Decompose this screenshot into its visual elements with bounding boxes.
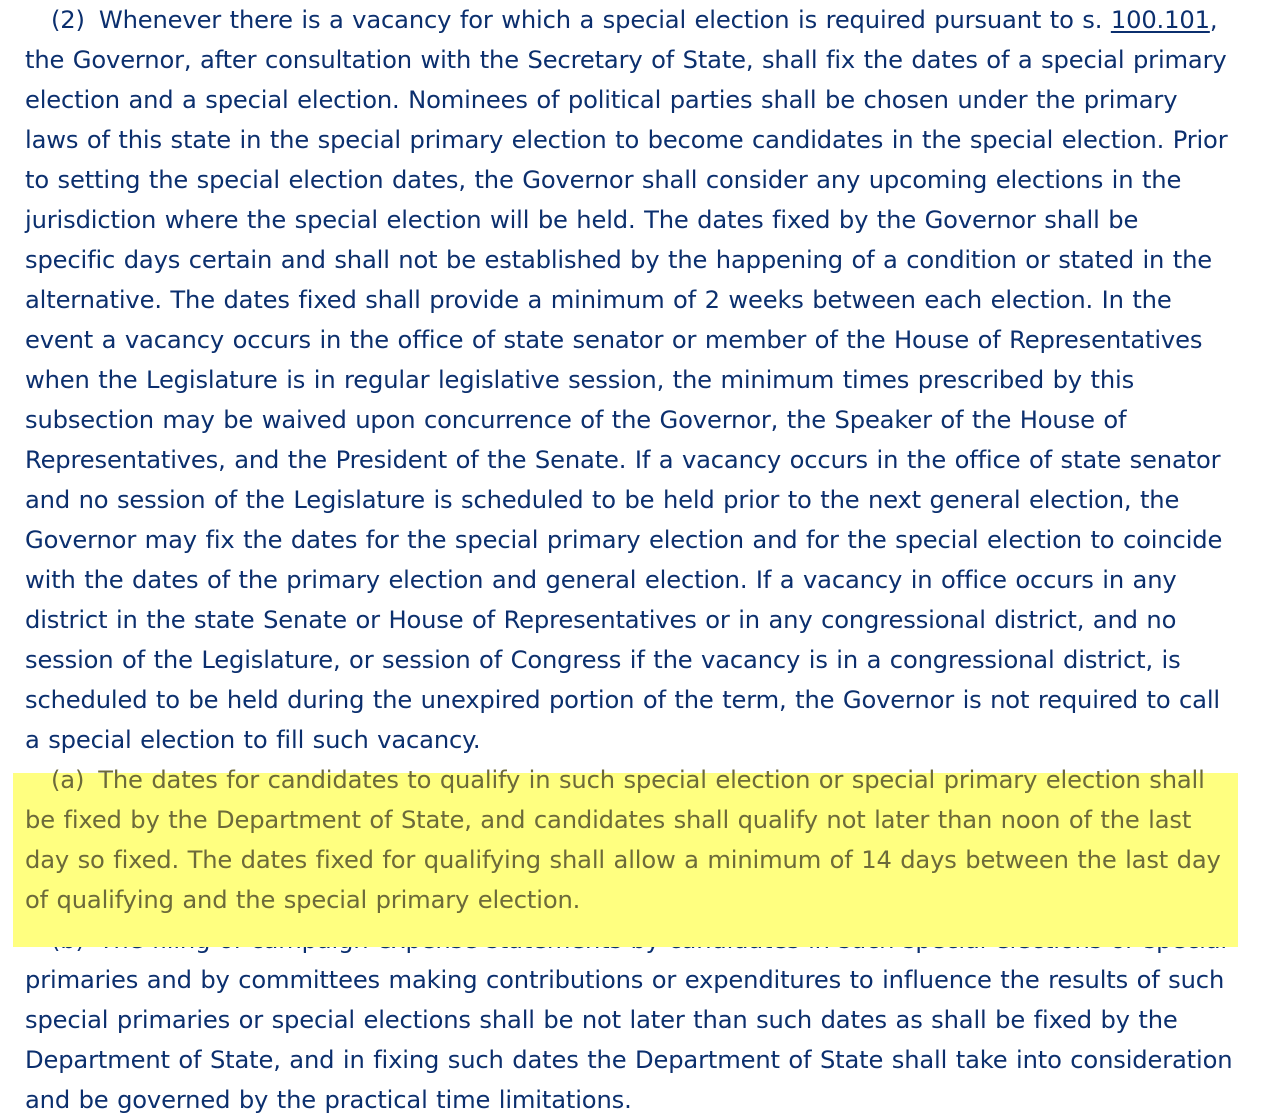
section-2-text-after-ref: , the Governor, after consultation with the Secretary of State, shall fix the dates of a special primary election and a special election. Nominees of political parties shall be chosen under the primary laws of this state in the special primary election to become candidates in the special election. Prior to setting the special election dates, the Governor shall consider any upcoming elections in the jurisdiction where the special election will be held. The dates fixed by the Governor shall be specific days certain and shall not be established by the happening of a condition or stated in the alternative. The dates fixed shall provide a minimum of 2 weeks between each election. In the event a vacancy occurs in the office of state senator or member of the House of Representatives when the Legislature is in regular legislative session, the minimum times prescribed by this subsection may be waived upon concurrence of the Governor, the Speaker of the House of Representatives, and the President of the Senate. If a vacancy occurs in the office of state senator and no session of the Legislature is scheduled to be held prior to the next general election, the Governor may fix the dates for the special primary election and for the special election to coincide with the dates of the primary election and general election. If a vacancy in office occurs in any district in the state Senate or House of Representatives or in any congressional district, and no session of the Legislature, or session of Congress if the vacancy is in a congressional district, is scheduled to be held during the unexpired portion of the term, the Governor is not required to call a special election to fill such vacancy.: [25, 6, 1228, 754]
paragraph-a: [25, 760, 1235, 920]
paragraph-b-text: primaries and by committees making contributions or expenditures to influence the results of such special primaries or special elections shall be not later than such dates as shall be fixed by the Department of State, and in fixing such dates the Department of State shall take into consideration and be governed by the practical time limitations.: [25, 966, 1233, 1114]
paragraph-a-text: The dates for candidates to qualify in such special election or special primary election shall be fixed by the Department of State, and candidates shall qualify not later than noon of the last day so fixed. The dates fixed for qualifying shall allow a minimum of 14 days between the last day of qualifying and the special primary election.: [25, 766, 1221, 914]
highlighted-region: [25, 760, 1235, 920]
statute-document: [25, 0, 1235, 1120]
paragraph-a-number: (a): [51, 766, 85, 794]
section-2-text-before-ref: Whenever there is a vacancy for which a special election is required pursuant to s.: [98, 6, 1103, 34]
paragraph-b: [25, 920, 1235, 1120]
section-2-number: (2): [51, 6, 85, 34]
statute-reference-link[interactable]: 100.101: [1110, 6, 1210, 34]
section-2-paragraph: [25, 0, 1235, 760]
